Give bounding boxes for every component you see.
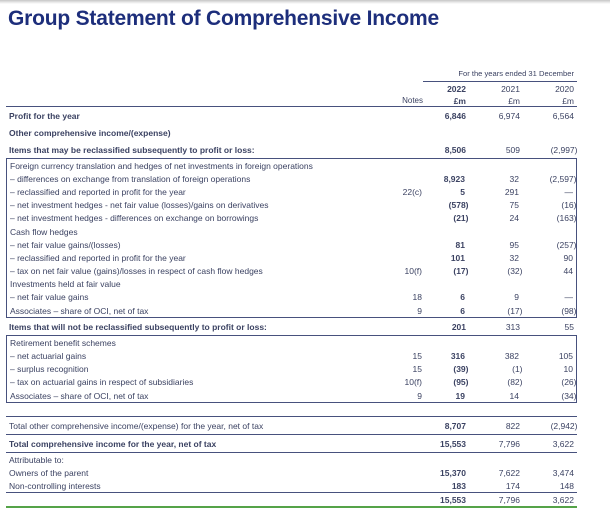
- note-reference: 22(c): [402, 186, 422, 197]
- note-reference: 15: [412, 351, 422, 362]
- value-2022: [422, 200, 469, 211]
- value-2020: [519, 391, 576, 401]
- value-2020: [519, 253, 576, 263]
- value-2021: [466, 111, 520, 121]
- table-row: [6, 318, 577, 335]
- value-text: 8,506: [444, 144, 466, 155]
- value-2022: [423, 111, 466, 121]
- row-label: – differences on exchange from translation of foreign operations: [10, 173, 251, 184]
- value-2022: [423, 145, 466, 155]
- value-2022: [422, 213, 469, 224]
- value-2020: [520, 111, 577, 121]
- row-label: – net actuarial gains: [10, 351, 87, 362]
- value-text: 3,474: [552, 467, 574, 478]
- value-text: 24: [509, 213, 519, 224]
- value-2020: [520, 421, 577, 431]
- value-2020: [519, 187, 576, 197]
- value-2020: [519, 306, 576, 316]
- window-top-edge: [0, 0, 610, 4]
- value-2020: [519, 174, 576, 184]
- value-2021: [466, 468, 520, 478]
- value-2021: [466, 481, 520, 491]
- row-label: – surplus recognition: [10, 364, 89, 375]
- row-label: Associates – share of OCI, net of tax: [10, 390, 149, 401]
- value-text: (98): [561, 305, 577, 316]
- table-row: [6, 434, 577, 453]
- value-text: 6: [460, 305, 465, 316]
- row-label: Total other comprehensive income/(expense) for the year, net of tax: [9, 420, 264, 431]
- value-text: —: [564, 292, 573, 303]
- value-text: (26): [561, 377, 577, 388]
- value-text: 14: [509, 390, 519, 401]
- value-text: 105: [558, 351, 573, 362]
- unit-label-2022: £m: [453, 95, 466, 106]
- value-2020: [520, 145, 577, 155]
- row-label: – reclassified and reported in profit for the year: [10, 252, 186, 263]
- value-2021: [466, 421, 520, 431]
- value-2022: [422, 187, 465, 197]
- value-text: (17): [507, 305, 523, 316]
- row-label: Items that will not be reclassified subsequently to profit or loss:: [9, 321, 267, 332]
- value-2022: [422, 391, 465, 401]
- value-2020: [520, 439, 577, 449]
- value-text: 15,553: [440, 494, 466, 505]
- value-text: 382: [504, 351, 519, 362]
- note-reference: 18: [412, 292, 422, 303]
- table-row: [7, 172, 576, 185]
- value-text: 32: [509, 173, 519, 184]
- note-reference: 10(f): [404, 377, 422, 388]
- value-2021: [465, 391, 519, 401]
- row-label: Owners of the parent: [9, 467, 89, 478]
- value-text: 3,622: [552, 438, 574, 449]
- value-2021: [465, 213, 519, 223]
- table-row: [6, 492, 577, 508]
- value-2020: [519, 364, 576, 374]
- value-text: (2,597): [549, 173, 577, 184]
- table-header: [6, 67, 577, 106]
- value-2021: [465, 187, 519, 197]
- value-2020: [519, 200, 576, 210]
- value-2020: [520, 481, 577, 491]
- value-2022: [422, 253, 465, 263]
- value-2022: [422, 306, 465, 316]
- value-2020: [519, 213, 576, 223]
- year-header-2021: 2021: [501, 83, 520, 94]
- value-2022: [422, 292, 465, 302]
- table-row: [7, 336, 576, 349]
- value-text: 55: [564, 321, 574, 332]
- table-row: [6, 124, 577, 141]
- table-row: [6, 479, 577, 492]
- value-2022: [422, 377, 469, 388]
- value-text: (21): [453, 213, 469, 224]
- row-label: – tax on actuarial gains in respect of subsidiaries: [10, 377, 194, 388]
- unit-label-2021: £m: [508, 95, 520, 106]
- value-text: 183: [451, 480, 466, 491]
- row-label: – net investment hedges - differences on exchange on borrowings: [10, 213, 259, 224]
- value-2021: [465, 240, 519, 250]
- value-text: 5: [460, 186, 465, 197]
- value-text: 101: [450, 252, 465, 263]
- value-text: 7,796: [498, 494, 520, 505]
- table-row: [7, 265, 576, 278]
- value-text: 90: [563, 252, 573, 263]
- value-2021: [465, 292, 519, 302]
- value-text: 19: [455, 390, 465, 401]
- value-2020: [519, 292, 576, 302]
- table-row: [7, 376, 576, 389]
- value-2021: [466, 439, 520, 449]
- value-2022: [422, 240, 465, 250]
- value-2021: [465, 377, 523, 388]
- notes-column-header: Notes: [402, 95, 423, 105]
- row-label: Associates – share of OCI, net of tax: [10, 305, 149, 316]
- value-text: (2,997): [550, 144, 578, 155]
- value-text: (16): [561, 200, 577, 211]
- table-body: [6, 106, 577, 508]
- table-row: [7, 349, 576, 362]
- value-text: 8,707: [444, 420, 466, 431]
- table-section: [6, 416, 577, 453]
- value-2020: [519, 351, 576, 361]
- value-text: (34): [561, 390, 577, 401]
- year-header-row: [6, 82, 577, 95]
- table-row: [7, 185, 576, 198]
- boxed-section: [6, 335, 577, 403]
- year-header-2020: 2020: [555, 83, 574, 94]
- value-text: (578): [448, 200, 469, 211]
- value-text: (163): [556, 213, 577, 224]
- statement-table: [6, 67, 577, 508]
- row-label: Total comprehensive income for the year, net of tax: [9, 438, 217, 449]
- value-2021: [466, 145, 520, 155]
- value-2021: [466, 495, 520, 505]
- row-label: Attributable to:: [9, 454, 64, 465]
- value-text: (17): [453, 266, 469, 277]
- table-row: [6, 416, 577, 434]
- table-row: [7, 199, 576, 212]
- value-2021: [465, 253, 519, 263]
- row-label: – net fair value gains: [10, 292, 89, 303]
- value-text: 291: [504, 186, 519, 197]
- value-2020: [519, 240, 576, 250]
- value-text: 174: [505, 480, 520, 491]
- unit-label-2020: £m: [562, 95, 574, 106]
- value-2022: [422, 174, 465, 184]
- row-label: Non-controlling interests: [9, 480, 101, 491]
- value-text: 6,846: [444, 110, 466, 121]
- value-2022: [423, 421, 466, 431]
- value-text: 81: [455, 239, 465, 250]
- value-2021: [465, 174, 519, 184]
- table-row: [7, 238, 576, 251]
- table-row: [6, 453, 577, 466]
- period-header: For the years ended 31 December: [423, 69, 577, 82]
- value-2022: [423, 481, 466, 491]
- table-row: [7, 225, 576, 238]
- row-label: Retirement benefit schemes: [10, 337, 116, 348]
- value-text: —: [564, 186, 573, 197]
- table-row: [7, 363, 576, 376]
- unit-header-row: [6, 95, 577, 106]
- table-row: [7, 304, 576, 317]
- table-section: [6, 318, 577, 335]
- table-section: [6, 106, 577, 158]
- row-label: Other comprehensive income/(expense): [9, 127, 171, 138]
- note-reference: 10(f): [404, 266, 422, 277]
- value-text: 15,370: [440, 467, 466, 478]
- value-text: (1): [512, 364, 523, 375]
- page-title: Group Statement of Comprehensive Income: [8, 7, 439, 30]
- value-text: 148: [559, 480, 574, 491]
- note-reference: 9: [417, 390, 422, 401]
- row-label: Foreign currency translation and hedges of net investments in foreign operations: [10, 160, 313, 171]
- value-text: 3,622: [552, 494, 574, 505]
- value-2020: [520, 468, 577, 478]
- value-2021: [466, 322, 520, 332]
- value-text: 8,923: [443, 173, 465, 184]
- value-2021: [465, 351, 519, 361]
- row-label: Profit for the year: [9, 110, 80, 121]
- table-row: [7, 251, 576, 264]
- value-text: 9: [514, 292, 519, 303]
- value-2022: [423, 322, 466, 332]
- value-text: (95): [453, 377, 469, 388]
- row-label: Investments held at fair value: [10, 279, 121, 290]
- value-2021: [465, 266, 523, 277]
- value-text: 10: [563, 364, 573, 375]
- table-row: [6, 141, 577, 158]
- table-row: [7, 389, 576, 402]
- value-2020: [520, 495, 577, 505]
- note-reference: 15: [412, 364, 422, 375]
- value-text: (39): [453, 364, 469, 375]
- row-label: Cash flow hedges: [10, 226, 78, 237]
- value-text: 201: [451, 321, 466, 332]
- table-row: [6, 106, 577, 124]
- value-text: 316: [450, 351, 465, 362]
- value-2022: [422, 266, 469, 277]
- table-row: [6, 466, 577, 479]
- row-label: – reclassified and reported in profit for the year: [10, 186, 186, 197]
- value-text: 7,796: [498, 438, 520, 449]
- row-label: – tax on net fair value (gains)/losses in respect of cash flow hedges: [10, 266, 263, 277]
- value-text: 95: [509, 239, 519, 250]
- value-text: (32): [507, 266, 523, 277]
- value-2022: [423, 439, 466, 449]
- value-text: (82): [507, 377, 523, 388]
- section-gap: [6, 403, 577, 416]
- note-reference: 9: [417, 305, 422, 316]
- table-row: [7, 212, 576, 225]
- value-2021: [465, 305, 523, 316]
- value-text: 32: [509, 252, 519, 263]
- table-row: [7, 159, 576, 172]
- value-2021: [465, 200, 519, 210]
- value-text: 75: [509, 200, 519, 211]
- value-2022: [423, 468, 466, 478]
- value-2020: [519, 266, 576, 276]
- row-label: – net fair value gains/(losses): [10, 239, 121, 250]
- value-text: 6,974: [498, 110, 520, 121]
- table-row: [7, 278, 576, 291]
- value-text: 509: [505, 144, 520, 155]
- value-2022: [422, 351, 465, 361]
- boxed-section: [6, 158, 577, 318]
- row-label: – net investment hedges - net fair value (losses)/gains on derivatives: [10, 200, 269, 211]
- value-text: (257): [556, 239, 577, 250]
- value-text: 6: [460, 292, 465, 303]
- value-2020: [519, 377, 576, 387]
- period-header-row: [6, 67, 577, 82]
- value-2022: [422, 364, 469, 375]
- value-2021: [465, 364, 523, 375]
- value-text: 822: [505, 420, 520, 431]
- value-2020: [520, 322, 577, 332]
- value-text: 313: [505, 321, 520, 332]
- table-section: [6, 453, 577, 508]
- value-text: 15,553: [440, 438, 466, 449]
- value-text: 44: [563, 266, 573, 277]
- value-text: (2,942): [550, 420, 578, 431]
- value-2022: [423, 495, 466, 505]
- year-header-2022: 2022: [447, 83, 466, 94]
- value-text: 7,622: [498, 467, 520, 478]
- value-text: 6,564: [552, 110, 574, 121]
- row-label: Items that may be reclassified subsequently to profit or loss:: [9, 144, 255, 155]
- table-row: [7, 291, 576, 304]
